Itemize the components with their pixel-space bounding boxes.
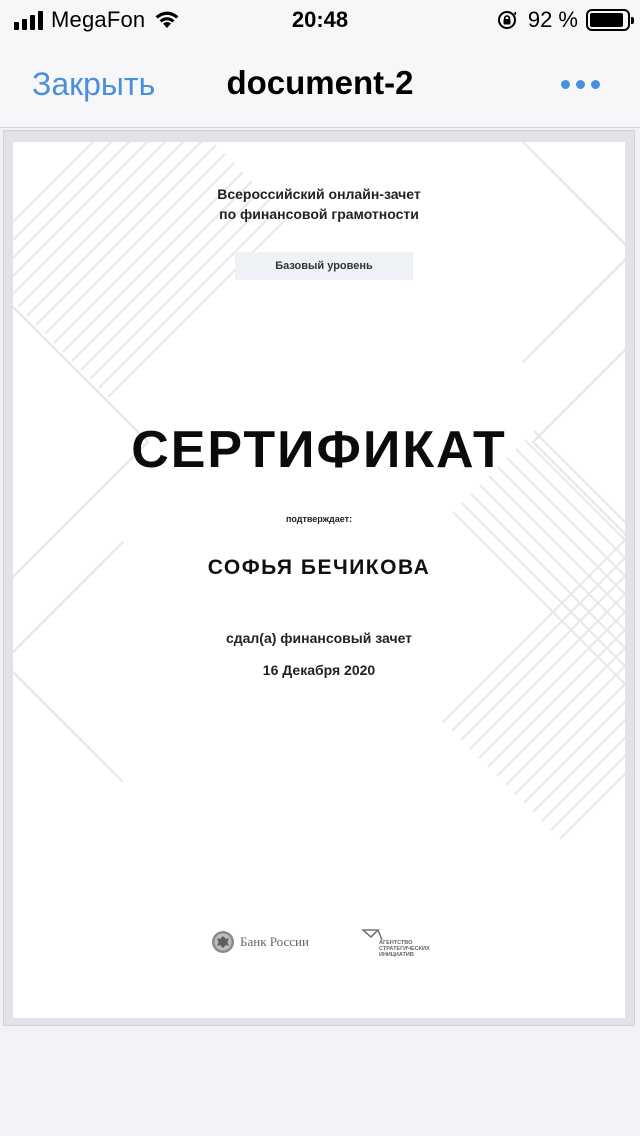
- recipient-name: СОФЬЯ БЕЧИКОВА: [207, 556, 431, 579]
- battery-fill: [590, 13, 623, 27]
- document-title: document-2: [226, 64, 414, 101]
- certificate-title: СЕРТИФИКАТ: [131, 421, 507, 479]
- bank-emblem-icon: [211, 930, 235, 954]
- battery-icon: [586, 9, 630, 31]
- status-right: [496, 8, 630, 32]
- bank-logo-text: Банк России: [240, 934, 309, 949]
- battery-percent: 92 %: [527, 7, 578, 32]
- status-time: 20:48: [291, 7, 349, 32]
- certificate-heading-line1: Всероссийский онлайн-зачет: [217, 186, 421, 202]
- orientation-lock-icon: [496, 9, 518, 31]
- status-bar: [0, 0, 640, 40]
- asi-logo-text: АГЕНТСТВО СТРАТЕГИЧЕСКИХ ИНИЦИАТИВ: [379, 940, 430, 958]
- passed-text: сдал(а) финансовый зачет: [225, 630, 413, 646]
- certificate-date: 16 Декабря 2020: [262, 662, 376, 678]
- navigation-bar: [0, 40, 640, 128]
- bank-of-russia-logo: [211, 930, 309, 954]
- asi-logo: [362, 928, 434, 960]
- carrier-name: MegaFon: [51, 7, 146, 32]
- confirms-label: подтверждает:: [285, 514, 353, 524]
- document-viewer[interactable]: [3, 130, 635, 1026]
- certificate-heading-line2: по финансовой грамотности: [219, 206, 419, 222]
- bottom-background: [0, 1026, 640, 1136]
- more-icon[interactable]: [561, 80, 600, 89]
- close-button[interactable]: Закрыть: [32, 66, 156, 102]
- certificate-page: [13, 142, 625, 1018]
- level-badge: Базовый уровень: [235, 252, 413, 280]
